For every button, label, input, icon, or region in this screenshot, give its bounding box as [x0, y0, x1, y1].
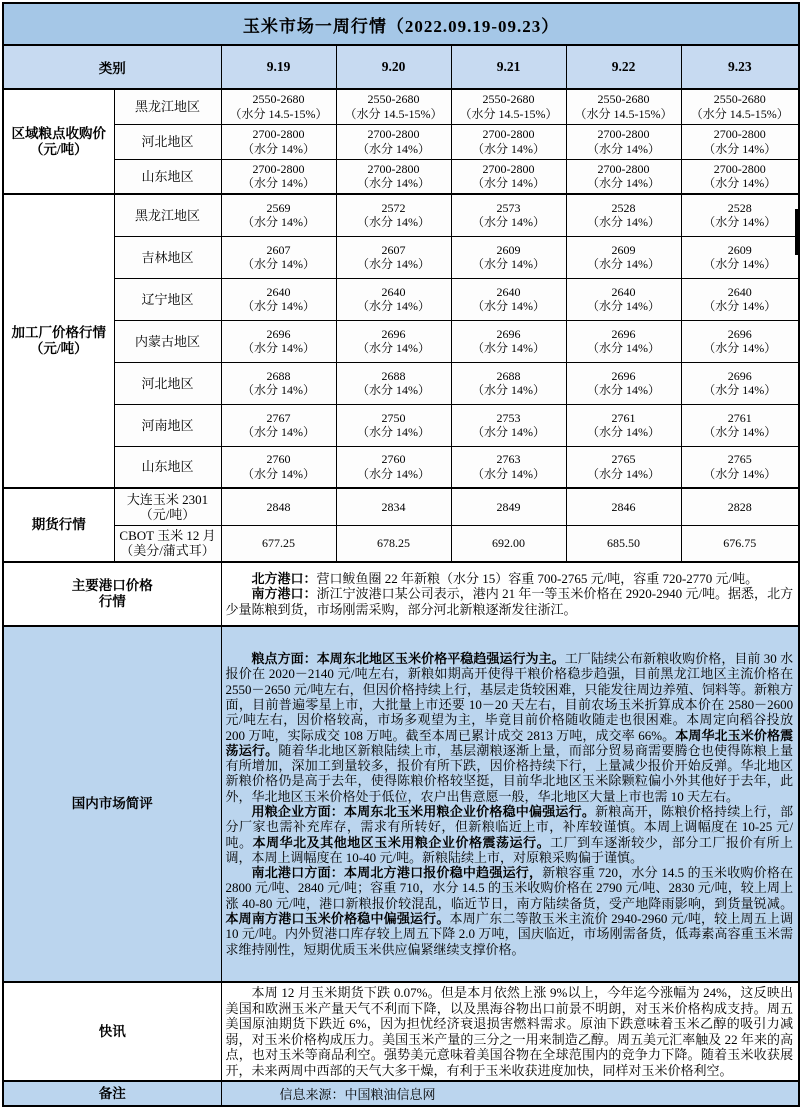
column-header-date: 9.22	[566, 45, 681, 89]
price-cell: 2696 （水分 14%）	[566, 362, 681, 404]
price-cell: 2700-2800 （水分 14%）	[566, 159, 681, 194]
section-label-review: 国内市场简评	[3, 626, 221, 982]
table-row	[3, 404, 799, 446]
column-header-date: 9.20	[336, 45, 451, 89]
price-cell: 2550-2680 （水分 14.5-15%）	[681, 89, 799, 124]
price-cell: 2640 （水分 14%）	[336, 278, 451, 320]
price-cell: 2688 （水分 14%）	[336, 362, 451, 404]
paragraph: 用粮企业方面：本周东北玉米用粮企业价格稳中偏强运行。新粮高开，陈粮价格持续上行，部分厂家也需补充库存，需求有所转好，但新粮临近上市，补库较谨慎。本周上调幅度在 10-25 元/吨。本周华北及其他地区玉米用粮企业价格震荡运行。工厂到车逐渐较少，部分工厂报价有所上调，本周上调幅度在 10-40 元/吨。新粮陆续上市，对原粮采购偏于谨慎。	[225, 804, 794, 865]
price-cell: 2700-2800 （水分 14%）	[221, 159, 336, 194]
price-cell: 2640 （水分 14%）	[566, 278, 681, 320]
row-label: 大连玉米 2301 （元/吨）	[114, 488, 221, 525]
price-cell: 2550-2680 （水分 14.5-15%）	[336, 89, 451, 124]
ports-content	[221, 562, 799, 626]
table-row	[3, 159, 799, 194]
table-row	[3, 3, 799, 45]
row-label: 吉林地区	[114, 236, 221, 278]
section-label-ports: 主要港口价格 行情	[3, 562, 221, 626]
section-label-region-purchase: 区域粮点收购价 （元/吨）	[3, 89, 114, 194]
row-label: 山东地区	[114, 446, 221, 488]
price-cell: 2848	[221, 488, 336, 525]
column-header-date: 9.19	[221, 45, 336, 89]
price-cell: 2640 （水分 14%）	[681, 278, 799, 320]
review-content	[221, 626, 799, 982]
table-row	[3, 45, 799, 89]
price-cell: 2528 （水分 14%）	[681, 194, 799, 236]
price-cell: 678.25	[336, 525, 451, 562]
price-cell: 2700-2800 （水分 14%）	[566, 124, 681, 159]
price-cell: 2700-2800 （水分 14%）	[336, 124, 451, 159]
price-cell: 2640 （水分 14%）	[221, 278, 336, 320]
table-row	[3, 446, 799, 488]
price-cell: 2767 （水分 14%）	[221, 404, 336, 446]
table-row	[3, 982, 799, 1081]
column-header-date: 9.21	[451, 45, 566, 89]
price-cell: 2765 （水分 14%）	[681, 446, 799, 488]
price-cell: 2750 （水分 14%）	[336, 404, 451, 446]
price-cell: 676.75	[681, 525, 799, 562]
price-cell: 2828	[681, 488, 799, 525]
price-cell: 2696 （水分 14%）	[221, 320, 336, 362]
table-row	[3, 525, 799, 562]
price-cell: 2700-2800 （水分 14%）	[336, 159, 451, 194]
column-header-date: 9.23	[681, 45, 799, 89]
price-cell: 2550-2680 （水分 14.5-15%）	[451, 89, 566, 124]
paragraph: 南方港口：浙江宁波港口某公司表示，港内 21 年一等玉米价格在 2920-2940 元/吨。据悉，北方少量陈粮到货，市场刚需采购，部分河北新粮逐渐发往浙江。	[225, 586, 794, 617]
price-cell: 2607 （水分 14%）	[336, 236, 451, 278]
section-label-news: 快讯	[3, 982, 221, 1081]
row-label: 黑龙江地区	[114, 194, 221, 236]
row-label: 河北地区	[114, 124, 221, 159]
price-cell: 2700-2800 （水分 14%）	[451, 159, 566, 194]
row-label: 河南地区	[114, 404, 221, 446]
price-cell: 2761 （水分 14%）	[681, 404, 799, 446]
table-row	[3, 320, 799, 362]
price-cell: 692.00	[451, 525, 566, 562]
table-row	[3, 89, 799, 124]
price-cell: 2640 （水分 14%）	[451, 278, 566, 320]
row-label: 辽宁地区	[114, 278, 221, 320]
price-cell: 2609 （水分 14%）	[451, 236, 566, 278]
table-row	[3, 278, 799, 320]
price-cell: 2688 （水分 14%）	[221, 362, 336, 404]
table-row	[3, 362, 799, 404]
price-cell: 2688 （水分 14%）	[451, 362, 566, 404]
price-cell: 2763 （水分 14%）	[451, 446, 566, 488]
table-row	[3, 488, 799, 525]
price-cell: 2572 （水分 14%）	[336, 194, 451, 236]
table-row	[3, 124, 799, 159]
table-row	[3, 194, 799, 236]
price-cell: 2700-2800 （水分 14%）	[681, 159, 799, 194]
price-cell: 2834	[336, 488, 451, 525]
price-cell: 2700-2800 （水分 14%）	[221, 124, 336, 159]
price-cell: 2700-2800 （水分 14%）	[681, 124, 799, 159]
price-cell: 2550-2680 （水分 14.5-15%）	[566, 89, 681, 124]
price-cell: 2609 （水分 14%）	[566, 236, 681, 278]
table-row	[3, 626, 799, 982]
paragraph: 北方港口：营口鲅鱼圈 22 年新粮（水分 15）容重 700-2765 元/吨，容重 720-2770 元/吨。	[251, 570, 759, 586]
price-cell: 2607 （水分 14%）	[221, 236, 336, 278]
page-title: 玉米市场一周行情（2022.09.19-09.23）	[3, 3, 799, 45]
section-label-remark: 备注	[3, 1081, 221, 1106]
remark-content	[221, 1081, 799, 1106]
price-cell: 2760 （水分 14%）	[336, 446, 451, 488]
price-cell: 2849	[451, 488, 566, 525]
row-label: 山东地区	[114, 159, 221, 194]
corn-market-weekly-table	[2, 2, 800, 1107]
row-label: 内蒙古地区	[114, 320, 221, 362]
price-cell: 2760 （水分 14%）	[221, 446, 336, 488]
table-row	[3, 236, 799, 278]
paragraph: 本周 12 月玉米期货下跌 0.07%。但是本月依然上涨 9%以上，今年迄今涨幅为 24%，这反映出美国和欧洲玉米产量天气不利而下降，以及黑海谷物出口前景不明朗，对玉米价格构成支持。周五美国原油期货下跌近 6%，因为担忧经济衰退损害燃料需求。原油下跌意味着玉米乙醇的吸引力减弱，对玉米价格构成压力。美国玉米产量的三分之一用来制造乙醇。周五美元汇率触及 22 年来的高点，也对玉米等商品利空。强势美元意味着美国谷物在全球范围内的竞争力下降。随着玉米收获展开，未来两周中西部的天气大多干燥，有利于玉米收获进度加快，同样对玉米价格利空。	[225, 985, 794, 1078]
price-cell: 2569 （水分 14%）	[221, 194, 336, 236]
price-cell: 2761 （水分 14%）	[566, 404, 681, 446]
price-cell: 2753 （水分 14%）	[451, 404, 566, 446]
price-cell: 2528 （水分 14%）	[566, 194, 681, 236]
table-row	[3, 562, 799, 626]
section-label-futures: 期货行情	[3, 488, 114, 562]
price-cell: 2696 （水分 14%）	[681, 320, 799, 362]
price-cell: 677.25	[221, 525, 336, 562]
price-cell: 2846	[566, 488, 681, 525]
source-text: 信息来源：中国粮油信息网	[279, 1087, 436, 1102]
news-content	[221, 982, 799, 1081]
section-label-factory-price: 加工厂价格行情 （元/吨）	[3, 194, 114, 488]
column-header-category: 类别	[3, 45, 221, 89]
price-cell: 2550-2680 （水分 14.5-15%）	[221, 89, 336, 124]
price-cell: 685.50	[566, 525, 681, 562]
price-cell: 2696 （水分 14%）	[451, 320, 566, 362]
row-label: 河北地区	[114, 362, 221, 404]
price-cell: 2696 （水分 14%）	[336, 320, 451, 362]
price-cell: 2765 （水分 14%）	[566, 446, 681, 488]
paragraph: 南北港口方面：本周北方港口报价稳中趋强运行，新粮容重 720，水分 14.5 的玉米收购价格在 2800 元/吨、2840 元/吨；容重 710，水分 14.5 的玉米收购价格在 2790 元/吨、2830 元/吨，较上周上涨 40-80 元/吨，港口新粮报价较混乱，临近节日，南方陆续备货，受产地降雨影响，到货量锐减。本周南方港口玉米价格稳中偏强运行。本周广东二等散玉米主流价 2940-2960 元/吨，较上周五上调 10 元/吨。内外贸港口库存较上周五下降 2.0 万吨，国庆临近，市场刚需备货，低毒素高容重玉米需求维持刚性，短期优质玉米供应偏紧继续支撑价格。	[225, 865, 794, 957]
price-cell: 2700-2800 （水分 14%）	[451, 124, 566, 159]
price-cell: 2573 （水分 14%）	[451, 194, 566, 236]
screen-edge-artifact	[795, 209, 800, 255]
paragraph: 粮点方面：本周东北地区玉米价格平稳趋强运行为主。工厂陆续公布新粮收购价格，目前 30 水报价在 2020－2140 元/吨左右，新粮如期高开使得干粮价格稳步趋强，目前黑龙江地区主流价格在 2550－2650 元/吨左右，但因价格持续上行，基层走货较困难，只能发往周边养殖、饲料等。新粮方面，目前普遍零星上市，大批量上市还要 10－20 天左右，目前农场玉米折算成本价在 2580－2600 元/吨左右，因价格较高，市场多观望为主，毕竟目前价格随收随走也很困难。本周定向稻谷投放 200 万吨，实际成交 108 万吨。截至本周已累计成交 2813 万吨，成交率 66%。本周华北玉米价格震荡运行。随着华北地区新粮陆续上市，基层潮粮逐渐上量，而部分贸易商需要腾仓也使得陈粮上量有所增加，深加工到量较多，报价有所下跌，因价格持续下行，上量减少报价开始反弹。华北地区新粮价格仍是高于去年，使得陈粮价格较坚挺，目前华北地区玉米除颗粒偏小外其他好于去年，此外，华北地区玉米价格处于低位，农户出售意愿一般，华北地区大量上市也需 10 天左右。	[225, 651, 794, 804]
table-row	[3, 1081, 799, 1106]
row-label: 黑龙江地区	[114, 89, 221, 124]
price-cell: 2696 （水分 14%）	[681, 362, 799, 404]
price-cell: 2696 （水分 14%）	[566, 320, 681, 362]
row-label: CBOT 玉米 12 月 （美分/蒲式耳）	[114, 525, 221, 562]
price-cell: 2609 （水分 14%）	[681, 236, 799, 278]
